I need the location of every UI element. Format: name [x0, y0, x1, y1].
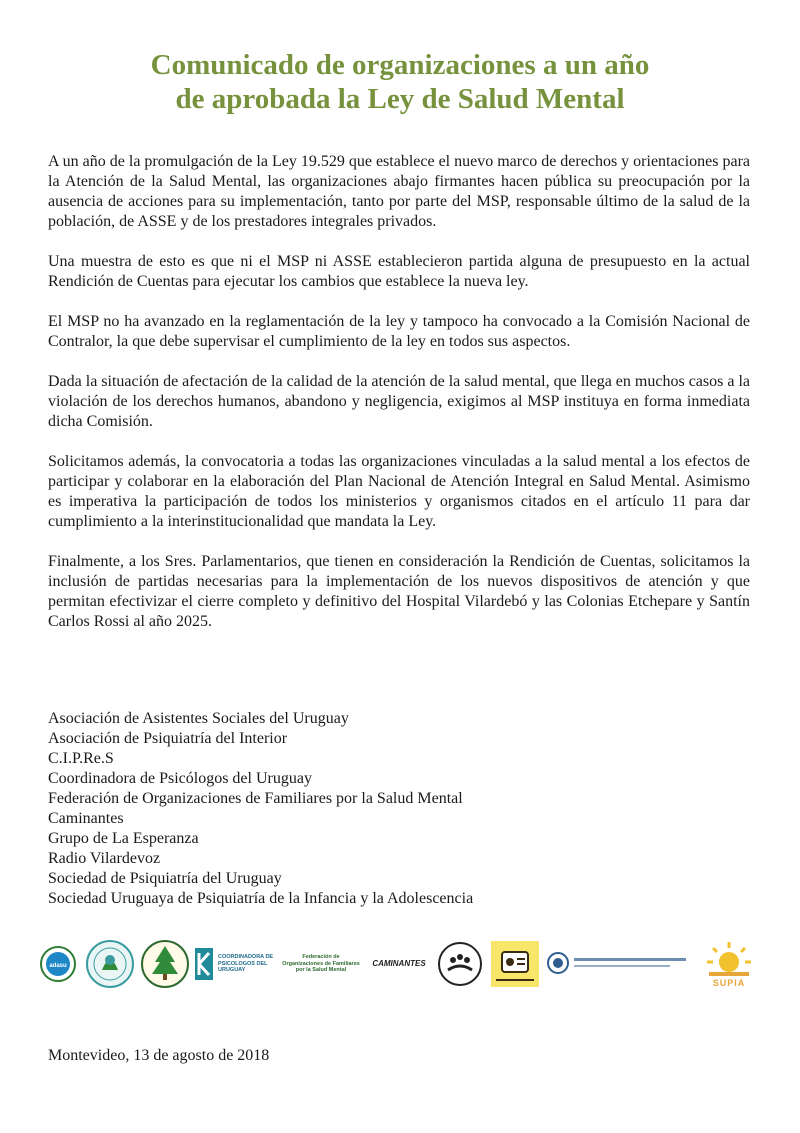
spu-emblem-icon — [546, 950, 696, 976]
federacion-logo — [282, 944, 360, 984]
radio-vilardevoz-logo — [490, 940, 540, 988]
caminantes-logo — [364, 952, 434, 974]
grupo-esperanza-logo — [436, 938, 484, 990]
title-line-1: Comunicado de organizaciones a un año — [150, 49, 650, 81]
logo-strip — [38, 932, 762, 994]
federacion-logo-text: Federación de Organizaciones de Familiares por la Salud Mental — [282, 954, 360, 974]
caminantes-logo-text: CAMINANTES — [372, 958, 426, 968]
signatory-item: Coordinadora de Psicólogos del Uruguay — [48, 770, 312, 787]
signatory-item: Sociedad de Psiquiatría del Uruguay — [48, 870, 282, 887]
supia-logo — [698, 932, 760, 994]
communique-body — [48, 152, 750, 652]
signatory-item: Sociedad Uruguaya de Psiquiatría de la Infancia y la Adolescencia — [48, 890, 474, 907]
title-line-2: de aprobada la Ley de Salud Mental — [175, 83, 625, 115]
signatory-item: C.I.P.Re.S — [48, 750, 114, 767]
spu-logo — [546, 950, 696, 976]
signatory-list — [48, 709, 750, 909]
signatory-item: Caminantes — [48, 810, 124, 827]
coordinadora-logo-text: COORDINADORA DE PSICOLOGOS DEL URUGUAY — [218, 954, 274, 974]
coordinadora-logo — [194, 944, 278, 984]
adasu-emblem-icon — [38, 938, 78, 990]
page-title — [0, 48, 800, 116]
paragraph-2: Una muestra de esto es que ni el MSP ni ASSE establecieron partida alguna de presupuesto en la actual Rendición de Cuentas para ejecutar los cambios que establece la nueva ley. — [48, 253, 750, 290]
cipres-tree-icon — [140, 936, 190, 992]
api-emblem-icon — [84, 936, 136, 992]
api-logo — [84, 936, 136, 992]
supia-logo-text: SUPIA — [712, 978, 746, 988]
radio-vilardevoz-emblem-icon — [490, 940, 540, 988]
place-and-date: Montevideo, 13 de agosto de 2018 — [48, 1047, 270, 1064]
supia-sun-icon — [704, 938, 754, 978]
signatory-item: Radio Vilardevoz — [48, 850, 161, 867]
coordinadora-mark-icon — [194, 947, 214, 981]
paragraph-1: A un año de la promulgación de la Ley 19.529 que establece el nuevo marco de derechos y orientaciones para la Atención de la Salud Mental, las organizaciones abajo firmantes hacen pública su preocupación por la ausencia de acciones para su implementación, tanto por parte del MSP, responsable último de la salud de la población, de ASSE y de los prestadores integrales privados. — [48, 153, 750, 230]
signatory-item: Asociación de Asistentes Sociales del Uruguay — [48, 710, 349, 727]
paragraph-5: Solicitamos además, la convocatoria a todas las organizaciones vinculadas a la salud mental a los efectos de participar y colaborar en la elaboración del Plan Nacional de Atención Integral en Salud Mental. Asimismo es imperativa la participación de todos los ministerios y organismos citados en el artículo 11 para dar cumplimiento a la interinstitucionalidad que mandata la Ley. — [48, 453, 750, 530]
paragraph-6: Finalmente, a los Sres. Parlamentarios, que tienen en consideración la Rendición de Cuentas, solicitamos la inclusión de partidas necesarias para la implementación de los nuevos dispositivos de atención y que permitan efectivizar el cierre completo y definitivo del Hospital Vilardebó y las Colonias Etchepare y Santín Carlos Rossi al año 2025. — [48, 553, 750, 630]
signatory-item: Grupo de La Esperanza — [48, 830, 199, 847]
adasu-logo-text: adasu — [49, 963, 67, 969]
signatory-item: Federación de Organizaciones de Familiares por la Salud Mental — [48, 790, 463, 807]
paragraph-4: Dada la situación de afectación de la calidad de la atención de la salud mental, que llega en muchos casos a la violación de los derechos humanos, abandono y negligencia, exigimos al MSP instituya en forma inmediata dicha Comisión. — [48, 373, 750, 430]
cipres-logo — [140, 936, 190, 992]
adasu-logo — [38, 938, 78, 990]
signatory-item: Asociación de Psiquiatría del Interior — [48, 730, 288, 747]
grupo-esperanza-emblem-icon — [436, 938, 484, 990]
paragraph-3: El MSP no ha avanzado en la reglamentación de la ley y tampoco ha convocado a la Comisión Nacional de Contralor, la que debe supervisar el cumplimiento de la ley en todos sus aspectos. — [48, 313, 750, 350]
